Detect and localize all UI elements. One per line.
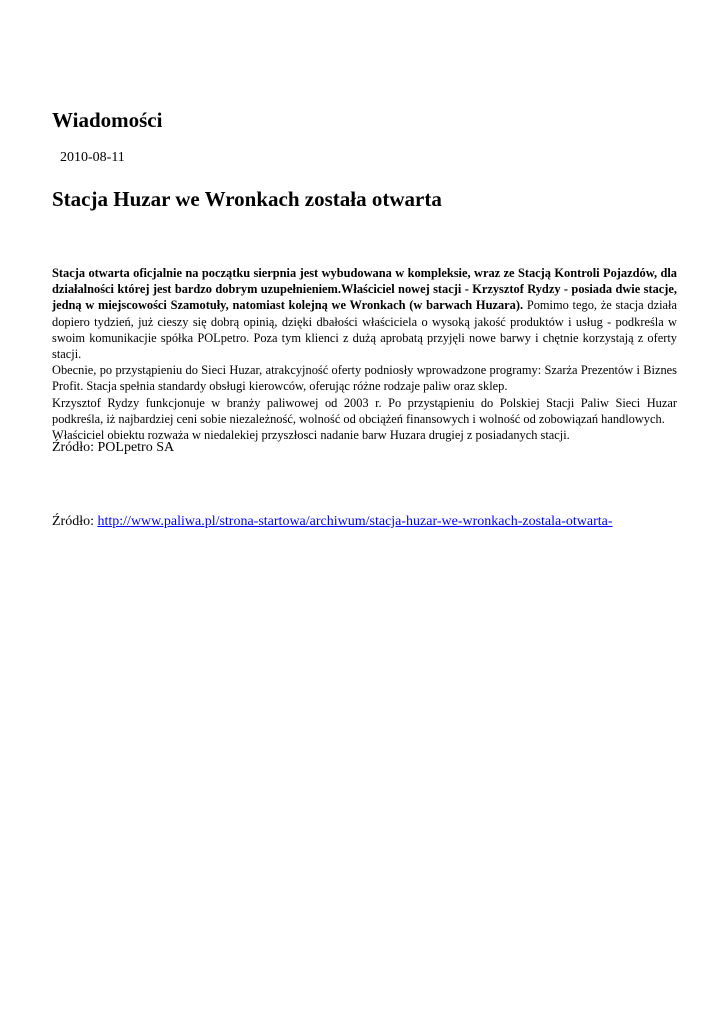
source-label: Źródło: bbox=[52, 514, 98, 529]
paragraph-3: Krzysztof Rydzy funkcjonuje w branży paliwowej od 2003 r. Po przystąpieniu do Polskiej Stacji Paliw Sieci Huzar podkreśla, iż najbardziej ceni sobie niezależność, wolność od obciążeń finansowych i wolność od zobowiązań handlowych. bbox=[52, 395, 677, 426]
paragraph-1 bbox=[52, 265, 677, 362]
paragraph-2: Obecnie, po przystąpieniu do Sieci Huzar, atrakcyjność oferty podniosły wprowadzone programy: Szarża Prezentów i Biznes Profit. Stacja spełnia standardy obsługi kierowców, oferując różne rodzaje paliw oraz sklep. bbox=[52, 363, 677, 394]
source-line-publisher bbox=[52, 439, 174, 457]
article-lead: Stacja otwarta oficjalnie na początku sierpnia jest wybudowana w kompleksie, wraz ze Stacją Kontroli Pojazdów, dla działalności której jest bardzo dobrym uzupełnieniem.Właściciel nowej stacji - Krzysztof Rydzy - posiada dwie stacje, jedną w miejscowości Szamotuły, natomiast kolejną we Wronkach (w barwach Huzara). bbox=[52, 266, 677, 313]
source-link[interactable]: http://www.paliwa.pl/strona-startowa/archiwum/stacja-huzar-we-wronkach-zostala-otwarta- bbox=[97, 514, 613, 529]
source-line-url bbox=[52, 513, 613, 531]
article-headline: Stacja Huzar we Wronkach została otwarta bbox=[52, 187, 442, 211]
article-date: 2010-08-11 bbox=[60, 150, 125, 165]
paragraph-1-continuation: Pomimo tego, że stacja działa dopiero tydzień, już cieszy się dobrą opinią, dzięki dbałości właściciela o wysoką jakość produktów i usług - podkreśla w swoim komunikacjie spółka POLpetro. Poza tym klienci z dużą aprobatą przyjęli nowe barwy i chętnie korzystają z oferty stacji. bbox=[52, 298, 677, 362]
paragraph-4: Właściciel obiektu rozważa w niedalekiej przyszłosci nadanie barw Huzara drugiej z posiadanych stacji. bbox=[52, 428, 570, 443]
article-body bbox=[52, 265, 677, 443]
source-value: POLpetro SA bbox=[97, 440, 175, 455]
section-title: Wiadomości bbox=[52, 108, 163, 132]
source-label: Źródło: bbox=[52, 440, 98, 455]
